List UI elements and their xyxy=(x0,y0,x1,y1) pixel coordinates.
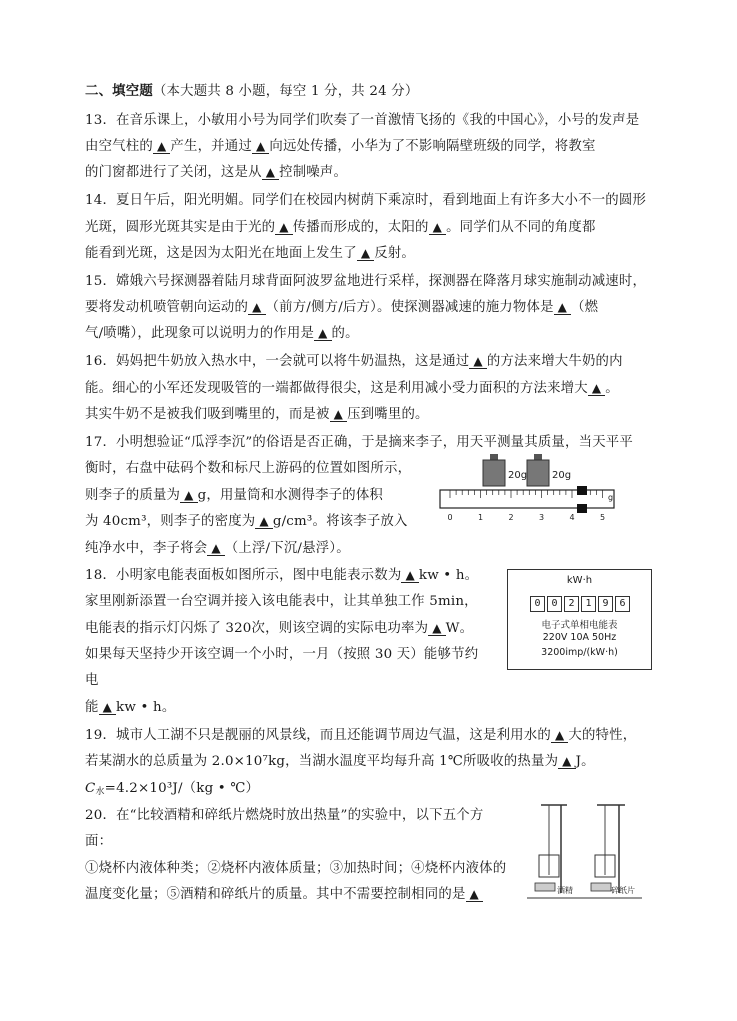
q14-text-d: 能看到光斑，这是因为太阳光在地面上发生了 xyxy=(85,246,357,261)
burner-left xyxy=(535,883,555,891)
q19-c-subscript: 水 xyxy=(95,787,105,797)
q13-line2 xyxy=(85,135,596,154)
meter-name: 电子式单相电能表 xyxy=(541,620,618,631)
ruler-tick-label: 5 xyxy=(600,513,606,522)
meter-digit: 0 xyxy=(530,596,545,612)
q14-line2 xyxy=(85,216,596,235)
q18-text-d: W。 xyxy=(445,621,474,636)
q16-line1 xyxy=(85,350,623,369)
ruler-tick-label: 1 xyxy=(478,513,484,522)
q19-line3 xyxy=(85,777,259,797)
q15-text-e: 的。 xyxy=(331,326,359,341)
q14-text-b: 传播而形成的，太阳的 xyxy=(292,220,429,235)
q20-text-a: 温度变化量；⑤酒精和碎纸片的质量。其中不需要控制相同的是 xyxy=(85,887,466,902)
q19-c-value: =4.2×10³J/（kg • ℃） xyxy=(104,781,260,796)
q17-blank-2: ▲ xyxy=(255,514,272,529)
meter-unit: kW·h xyxy=(566,575,593,586)
q17-blank-3: ▲ xyxy=(207,541,224,556)
stand-left xyxy=(535,805,573,895)
ruler-tick-label: 3 xyxy=(539,513,545,522)
combustion-apparatus-figure xyxy=(527,803,642,903)
q15-blank-3: ▲ xyxy=(314,326,331,341)
q15-blank-1: ▲ xyxy=(248,300,265,315)
q16-blank-3: ▲ xyxy=(330,407,347,422)
q13-blank-3: ▲ xyxy=(262,165,279,180)
meter-digit: 1 xyxy=(581,596,596,612)
stand-right xyxy=(591,805,635,895)
section-header xyxy=(85,80,418,99)
q20-line2: 面： xyxy=(85,834,113,849)
meter-digit: 2 xyxy=(564,596,579,612)
q18-text-f: kw • h。 xyxy=(116,700,176,715)
q18-blank-3: ▲ xyxy=(99,700,116,715)
ruler-tick-label: 4 xyxy=(569,513,575,522)
weight-1-label: 20g xyxy=(508,470,528,481)
q15-blank-2: ▲ xyxy=(554,300,571,315)
q14-blank-2: ▲ xyxy=(429,220,446,235)
q17-line1: 17．小明想验证“瓜浮李沉”的俗语是否正确，于是摘来李子，用天平测量其质量，当天平平 xyxy=(85,435,633,450)
meter-imp: 3200imp/(kW·h) xyxy=(541,647,618,658)
q14-text-c: 。同学们从不同的角度都 xyxy=(446,220,596,235)
q15-text-d: 气/喷嘴），此现象可以说明力的作用是 xyxy=(85,326,315,341)
q15-text-a: 要将发动机喷管朝向运动的 xyxy=(85,300,249,315)
q19-line1 xyxy=(85,724,636,743)
q20-line3: ①烧杯内液体种类；②烧杯内液体质量；③加热时间；④烧杯内液体的 xyxy=(85,861,507,876)
q20-blank-1: ▲ xyxy=(466,887,483,902)
q13-text-b: 产生，并通过 xyxy=(170,139,252,154)
q14-blank-1: ▲ xyxy=(275,220,292,235)
q16-line2 xyxy=(85,377,619,396)
q16-text-f: 压到嘴里的。 xyxy=(347,407,429,422)
q20-line1: 20．在“比较酒精和碎纸片燃烧时放出热量”的实验中，以下五个方 xyxy=(85,808,484,823)
q17-text-a: 则李子的质量为 xyxy=(85,488,181,503)
q17-text-c: 为 40cm³，则李子的密度为 xyxy=(85,514,256,529)
q17-line3 xyxy=(85,484,383,503)
q13-text-d: 的门窗都进行了关闭，这是从 xyxy=(85,165,262,180)
q17-text-e: 纯净水中，李子将会 xyxy=(85,541,208,556)
balance-scale-figure xyxy=(438,450,620,530)
balance-ruler xyxy=(440,490,614,508)
q16-blank-1: ▲ xyxy=(469,354,486,369)
q18-line6 xyxy=(85,696,175,715)
q15-line2 xyxy=(85,296,598,315)
q17-line2: 衡时，右盘中砝码个数和标尺上游码的位置如图所示， xyxy=(85,461,412,476)
weight-2-label: 20g xyxy=(552,470,572,481)
burner-right xyxy=(591,883,611,891)
q17-text-b: g，用量筒和水测得李子的体积 xyxy=(197,488,384,503)
q20-line4 xyxy=(85,883,483,902)
q18-line5: 电 xyxy=(85,673,99,688)
label-paper: 碎纸片 xyxy=(611,886,635,895)
q18-line2: 家里刚新添置一台空调并接入该电能表中，让其单独工作 5min， xyxy=(85,594,478,609)
rider-top xyxy=(577,486,587,495)
q13-text-c: 向远处传播，小华为了不影响隔壁班级的同学，将教室 xyxy=(269,139,596,154)
q17-text-d: g/cm³。将该李子放入 xyxy=(272,514,408,529)
q13-text-a: 由空气柱的 xyxy=(85,139,153,154)
q16-text-c: 能。细心的小军还发现吸管的一端都做得很尖，这是利用减小受力面积的方法来增大 xyxy=(85,381,588,396)
meter-spec: 220V 10A 50Hz xyxy=(542,632,617,643)
q17-blank-1: ▲ xyxy=(180,488,197,503)
q16-line3 xyxy=(85,403,429,422)
meter-digit-decimal: 6 xyxy=(615,596,630,612)
q15-text-b: （前方/侧方/后方）。使探测器减速的施力物体是 xyxy=(265,300,554,315)
q19-text-a: 19．城市人工湖不只是靓丽的风景线，而且还能调节周边气温，这是利用水的 xyxy=(85,728,551,743)
q17-line5 xyxy=(85,537,350,556)
q13-line3 xyxy=(85,161,347,180)
section-title: 二、填空题 xyxy=(85,83,153,99)
q18-blank-1: ▲ xyxy=(401,568,418,583)
q14-blank-3: ▲ xyxy=(357,246,374,261)
q19-text-b: 大的特性， xyxy=(568,728,637,743)
q13-blank-1: ▲ xyxy=(153,139,170,154)
meter-digit: 9 xyxy=(598,596,613,612)
q15-line3 xyxy=(85,322,359,341)
meter-digits xyxy=(530,596,632,612)
q14-line1: 14．夏日午后，阳光明媚。同学们在校园内树荫下乘凉时，看到地面上有许多大小不一的圆形 xyxy=(85,193,647,208)
q18-text-b: kw • h。 xyxy=(418,568,479,583)
q19-line2 xyxy=(85,750,595,769)
q14-text-a: 光斑，圆形光斑其实是由于光的 xyxy=(85,220,276,235)
q16-text-e: 其实牛奶不是被我们吸到嘴里的，而是被 xyxy=(85,407,330,422)
q18-line1 xyxy=(85,564,478,583)
rider-bottom xyxy=(577,504,587,513)
q18-blank-2: ▲ xyxy=(428,621,445,636)
q15-text-c: （燃 xyxy=(571,300,599,315)
section-note: （本大题共 8 小题，每空 1 分，共 24 分） xyxy=(152,84,419,99)
label-alcohol: 酒精 xyxy=(557,886,573,895)
q14-text-e: 反射。 xyxy=(374,246,416,261)
q18-text-e: 能 xyxy=(85,700,99,715)
q19-text-d: J。 xyxy=(575,754,595,769)
q13-blank-2: ▲ xyxy=(252,139,269,154)
q19-c-symbol: C xyxy=(85,781,96,796)
q16-text-a: 16．妈妈把牛奶放入热水中，一会就可以将牛奶温热，这是通过 xyxy=(85,354,470,369)
q14-line3 xyxy=(85,242,415,261)
q17-text-f: （上浮/下沉/悬浮）。 xyxy=(224,541,350,556)
weight-1 xyxy=(483,454,527,486)
q19-blank-2: ▲ xyxy=(558,754,575,769)
ruler-tick-label: 0 xyxy=(447,513,453,522)
q19-blank-1: ▲ xyxy=(551,728,568,743)
q19-text-c: 若某湖水的总质量为 2.0×10⁷kg，当湖水温度平均每升高 1℃所吸收的热量为 xyxy=(85,754,559,769)
q18-line4: 如果每天坚持少开该空调一个小时，一月（按照 30 天）能够节约 xyxy=(85,647,479,662)
electric-meter-figure xyxy=(507,569,652,670)
meter-digit: 0 xyxy=(547,596,562,612)
weight-2 xyxy=(527,454,571,486)
ruler-unit: g xyxy=(608,493,614,502)
q16-blank-2: ▲ xyxy=(588,381,605,396)
q13-text-e: 控制噪声。 xyxy=(279,165,348,180)
q17-line4 xyxy=(85,510,408,529)
q18-text-a: 18．小明家电能表面板如图所示，图中电能表示数为 xyxy=(85,568,402,583)
q16-text-d: 。 xyxy=(605,381,619,396)
ruler-tick-label: 2 xyxy=(508,513,514,522)
q13-line1: 13．在音乐课上，小敏用小号为同学们吹奏了一首激情飞扬的《我的中国心》，小号的发声是 xyxy=(85,113,640,128)
q15-line1: 15．嫦娥六号探测器着陆月球背面阿波罗盆地进行采样，探测器在降落月球实施制动减速时， xyxy=(85,274,647,289)
q16-text-b: 的方法来增大牛奶的内 xyxy=(486,354,623,369)
q18-text-c: 电能表的指示灯闪烁了 320次，则该空调的实际电功率为 xyxy=(85,621,429,636)
q18-line3 xyxy=(85,617,473,636)
